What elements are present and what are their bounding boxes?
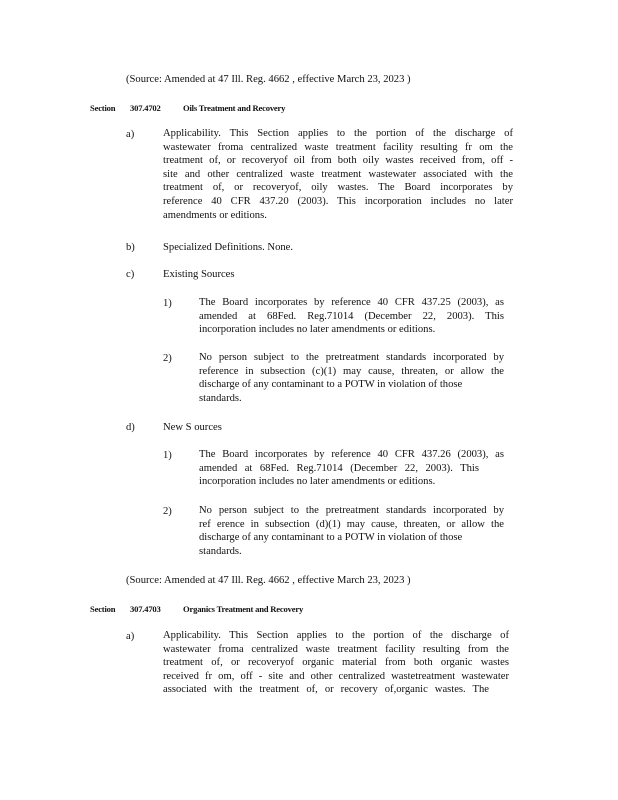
text-line: treatment of, or recoveryof, oily wastes. The Board incorporates by: [163, 182, 513, 194]
text-line: amended at 68Fed. Reg.71014 (December 22, 2003). This: [199, 310, 504, 322]
source-note: (Source: Amended at 47 Ill. Reg. 4662 , effective March 23, 2023 ): [126, 575, 411, 586]
text-line: received fr om, off - site and other centralized wastetreatment wastewater: [163, 670, 509, 682]
subsection-a-text: [163, 127, 513, 222]
subsection-d2-text: [199, 504, 504, 558]
text-line: ref erence in subsection (d)(1) may cause, threaten, or allow the: [199, 518, 504, 530]
text-line: reference 40 CFR 437.20 (2003). This incorporation includes no later: [163, 195, 513, 207]
text-line: associated with the treatment of, or recovery of,organic wastes. The: [163, 684, 489, 696]
subsection-label: a): [126, 631, 135, 642]
text-line: amended at 68Fed. Reg.71014 (December 22, 2003). This: [199, 462, 479, 474]
text-line: standards.: [199, 392, 242, 404]
section-label: Section: [90, 103, 116, 113]
section-number: 307.4702: [130, 103, 161, 113]
text-line: incorporation includes no later amendments or editions.: [199, 476, 436, 488]
text-line: reference in subsection (c)(1) may cause, threaten, or allow the: [199, 365, 504, 377]
text-line: treatment of, or recoveryof oil from both oily wastes received from, off -: [163, 155, 513, 167]
subsection-b-text: Specialized Definitions. None.: [163, 242, 294, 253]
section-label: Section: [90, 604, 116, 614]
text-line: amendments or editions.: [163, 209, 267, 221]
item-label: 2): [163, 353, 172, 364]
subsection-d1-text: [199, 448, 504, 489]
section-title: Oils Treatment and Recovery: [183, 103, 286, 113]
text-line: wastewater froma centralized waste treatment facility resulting from the: [163, 643, 509, 655]
text-line: No person subject to the pretreatment standards incorporated by: [199, 505, 504, 516]
item-label: 1): [163, 298, 172, 309]
text-line: discharge of any contaminant to a POTW in violation of those: [199, 379, 463, 391]
text-line: site and other centralized waste treatment wastewater associated with the: [163, 168, 513, 180]
subsection-label: a): [126, 129, 135, 140]
item-label: 1): [163, 450, 172, 461]
subsection-label: d): [126, 422, 135, 433]
item-label: 2): [163, 506, 172, 517]
subsection-a-text: [163, 629, 509, 697]
section-title: Organics Treatment and Recovery: [183, 604, 304, 614]
subsection-c-heading: Existing Sources: [163, 269, 235, 280]
text-line: standards.: [199, 545, 242, 557]
subsection-d-heading: New S ources: [163, 422, 222, 433]
text-line: Applicability. This Section applies to the portion of the discharge of: [163, 128, 513, 139]
text-line: discharge of any contaminant to a POTW in violation of those: [199, 532, 463, 544]
section-number: 307.4703: [130, 604, 161, 614]
text-line: incorporation includes no later amendments or editions.: [199, 324, 436, 336]
subsection-label: c): [126, 269, 135, 280]
text-line: treatment of, or recoveryof organic material from both organic wastes: [163, 657, 509, 669]
text-line: wastewater froma centralized waste treatment facility resulting fr om the: [163, 141, 513, 153]
section-heading: [0, 102, 618, 115]
subsection-label: b): [126, 242, 135, 253]
subsection-c2-text: [199, 351, 504, 405]
text-line: The Board incorporates by reference 40 CFR 437.25 (2003), as: [199, 297, 504, 308]
section-heading: [0, 603, 618, 616]
text-line: No person subject to the pretreatment standards incorporated by: [199, 352, 504, 363]
subsection-c1-text: [199, 296, 504, 337]
text-line: The Board incorporates by reference 40 CFR 437.26 (2003), as: [199, 449, 504, 460]
text-line: Applicability. This Section applies to the portion of the discharge of: [163, 630, 509, 641]
source-note: (Source: Amended at 47 Ill. Reg. 4662 , effective March 23, 2023 ): [126, 74, 411, 85]
